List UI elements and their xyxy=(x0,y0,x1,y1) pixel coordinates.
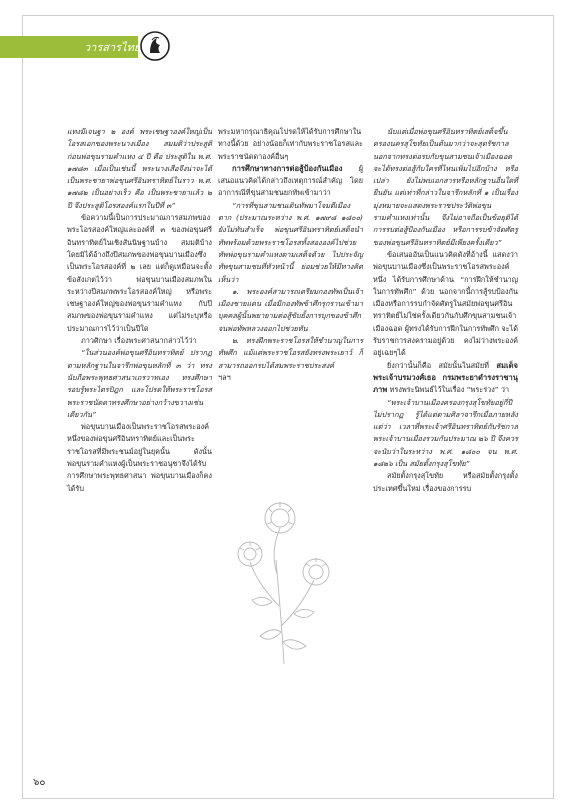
paragraph xyxy=(373,360,518,397)
section-title: วารสารไทย xyxy=(84,41,141,54)
paragraph: ฯลฯ xyxy=(218,372,231,382)
journal-logo-icon xyxy=(139,30,171,62)
paragraph: ข้อความนี้เป็นการประมาณการสมภพของพระโอรสองค์ใหญ่และองค์ที่ ๓ ของพ่อขุนศรีอินทราทิตย์ในเชิงสันนิษฐานบ้าง สมมติบ้าง โดยมิได้อ้างถึงปีสมภพของพ่อขุนบานเมืองซึ่งเป็นพระโอรสองค์ที่ ๒ เลย แต่ก็ดูเหมือนจะตั้งข้อสังเกตไว้ว่า พ่อขุนบานเมืองสมภพในระหว่างปีสมภพพระโอรสองค์ใหญ่ หรือพระเชษฐาองค์ใหญ่ของพ่อขุนรามคำแหง กับปีสมภพของพ่อขุนรามคำแหง แต่ไม่ระบุหรือประมาณการไว้ว่าเป็นปีใด xyxy=(67,213,212,333)
paragraph: ภาวศิกษา เรื่องพระศาสนากล่าวไว้ว่า xyxy=(81,336,197,346)
paragraph: พระมหากรุณาธิคุณโปรดให้ได้รับการศึกษาในทางนี้ด้วย อย่างน้อยก็เท่ากับพระราชโอรสและพระราชนัดดาองค์อื่นๆ xyxy=(218,127,363,161)
paragraph: “การที่ขุนสามชนเดินทัพมาโจมตีเมืองตาก (ประมาณระหว่าง พ.ศ. ๑๗๙๘ ๑๘๐๐) ยังไม่ทันสำเร็จ พ่อขุนศรีอินทราทิตย์เสด็จนำทัพพร้อมด้วยพระราชโอรสทั้งสององค์ไปช่วย ทัพพ่อขุนรามคำแหงตามเสด็จด้วย ไปประจัญทัพขุนสามชนที่หัวหน้านี้ ย่อมช่วยให้มีทางคิดเห็นว่า xyxy=(218,200,363,284)
paragraph: “พระเจ้าบานเมืองครองกรุงสุโขทัยอยู่กี่ปีไม่ปรากฏ รู้ได้แต่ตามศิลาจารึกเมื่อภายหลังแต่ว่า เวลาที่พระเจ้าศรีอินทราทิตย์กับรัชกาลพระเจ้าบานเมืองรวมกันประมาณ ๒๖ ปี จึงควรจะนับว่าในระหว่าง พ.ศ. ๑๘๐๐ จน พ.ศ. ๑๘๒๖ เป็น สมัยตั้งกรุงสุโขทัย” xyxy=(373,397,518,469)
paragraph: “ในส่วนองค์พ่อขุนศรีอินทราทิตย์ ปรากฏตามหลักฐานในจารึกพ่อขุนหลักที่ ๓ ว่า ทรงนับถือพระพุทธศาสนาเถรวาทเอง ทรงศึกษารอบรู้พระไตรปิฎก และโปรดให้พระราชโอรสพระราชนัดดาทรงศึกษาอย่างกว้างขวางเช่นเดียวกัน” xyxy=(67,348,212,419)
page-number: ๖๐ xyxy=(33,777,46,788)
paragraph: ข้อเสนออันเป็นแนวคิดดังที่อ้างนี้ แสดงว่าพ่อขุนบานเมืองซึ่งเป็นพระราชโอรสพระองค์หนึ่ง ได้รับการศึกษาด้าน “การฝึกให้ชำนาญในการทัพศึก” ด้วย นอกจากนี้การสู้รบป้องกันเมืองหรือการรบกำจัดศัตรูในสมัยพ่อขุนศรีอินทราทิตย์ไม่ใช่ครั้งเดียวกันกับศึกขุนสามชนเจ้าเมืองฉอด ผู้ทรงได้รับการฝึกในการทัพศึก จะได้รับราชการสงครามอยู่ด้วย คงไม่ว่างพระองค์อยู่เฉยๆได้ xyxy=(373,249,518,358)
paragraph: แทงมีเจนฐา ๒ องค์ พระเชษฐาองค์ใหญ่เป็นโอรสเอกของพระนางเมือง สมมติว่าประสูติก่อนพ่อขุนรามคำแหง ๔ ปี คือ ประสูติใน พ.ศ. ๑๗๘๓ เมื่อเป็นเช่นนี้ พระนางเสือจึงน่าจะได้เป็นพระชายาพ่อขุนศรีอินทราทิตย์ในราว พ.ศ. ๑๗๘๒ เป็นอย่างเร็ว คือ เป็นพระชายาแล้ว ๒ ปี จึงประสูติโอรสองค์แรกในปีที่ ๓” xyxy=(67,127,212,210)
text-run: ทรงพระนิพนธ์ไว้ในเรื่อง “พระร่วง” ว่า xyxy=(387,385,510,395)
bold-phrase: สมเด็จพระเจ้าบรมวงศ์เธอ กรมพระยาดำรงราชานุภาพ xyxy=(373,360,518,395)
bold-phrase: การศึกษาทางการต่อสู้ป้องกันเมือง xyxy=(232,163,343,173)
text-run: ยิ่งกว่านั้นก็คือ สมัยนั้นในสมัยที่ xyxy=(387,360,497,370)
flower-illustration-icon xyxy=(232,476,340,668)
text-column-1 xyxy=(67,126,212,495)
paragraph: สมัยตั้งกรุงสุโขทัย หรือสมัยตั้งกรุงตั้งประเทศขึ้นใหม่ เรื่องของการรบ xyxy=(373,471,518,493)
paragraph: นับแต่เมื่อพ่อขุนศรีอินทราทิตย์เสด็จขึ้นครองนครสุโขทัยเป็นต้นมากว่าจะสุดรัชกาล นอกจากทรงต่อรบกับขุนสามชนเจ้าเมืองฉอด จะได้ทรงต่อสู้กับใครที่ไหนเพิ่มไปอีกบ้าง หรือเปล่า ยังไม่พบเอกสารหรือหลักฐานอื่นใดที่ยืนยัน แต่เท่าที่กล่าวในจารึกหลักที่ ๑ เป็นเรื่องมุ่งหมายจะแสดงพระราชประวัติพ่อขุนรามคำแหงเท่านั้น จึงไม่อาจถือเป็นข้อยุติได้ การรบต่อสู้ป้องกันเมือง หรือการรบข้าจัดศัตรูของพ่อขุนศรีอินทราทิตย์มีเพียงครั้งเดียว” xyxy=(373,127,518,247)
paragraph xyxy=(218,163,363,200)
paragraph: ๑. พระองค์สามารถเตรียมกองทัพเป็นเจ้าเมืองชายแดน เมื่อมีกองทัพข้าศึกรุกรานเข้ามา บุคคลผู้นั้นพยายามต่อสู้ขับยั้งการบุกของข้าศึกจนพ่อทัพหลวงออกไปช่วยทัน xyxy=(218,286,363,333)
paragraph: พ่อขุนบานเมืองเป็นพระราชโอรสพระองค์หนึ่งของพ่อขุนศรีอินทราทิตย์และเป็นพระราชโอรสที่มีพระชนม์อยู่ในยุคนั้น ดังนั้น พ่อขุนรามคำแหงผู้เป็นพระราชอนุชาจึงได้รับการศึกษาพระพุทธศาสนา พ่อขุนบานเมืองก็คงได้รับ xyxy=(67,422,212,493)
text-column-2 xyxy=(218,126,363,384)
text-column-3 xyxy=(373,126,518,495)
text-run: ผู้เสนอแนวคิดได้กล่าวถึงเหตุการณ์สำคัญ โดยอาการณีที่ขุนสามชนยกทัพเข้ามาว่า xyxy=(218,163,363,198)
paragraph: ๒. ทรงฝึกพระราชโอรสให้ชำนาญในการทัพศึก แม้แต่พระราชโอรสยังทรงพระเยาว์ ก็สามารถออกรบได้สมพระราชประสงค์ xyxy=(218,336,363,370)
